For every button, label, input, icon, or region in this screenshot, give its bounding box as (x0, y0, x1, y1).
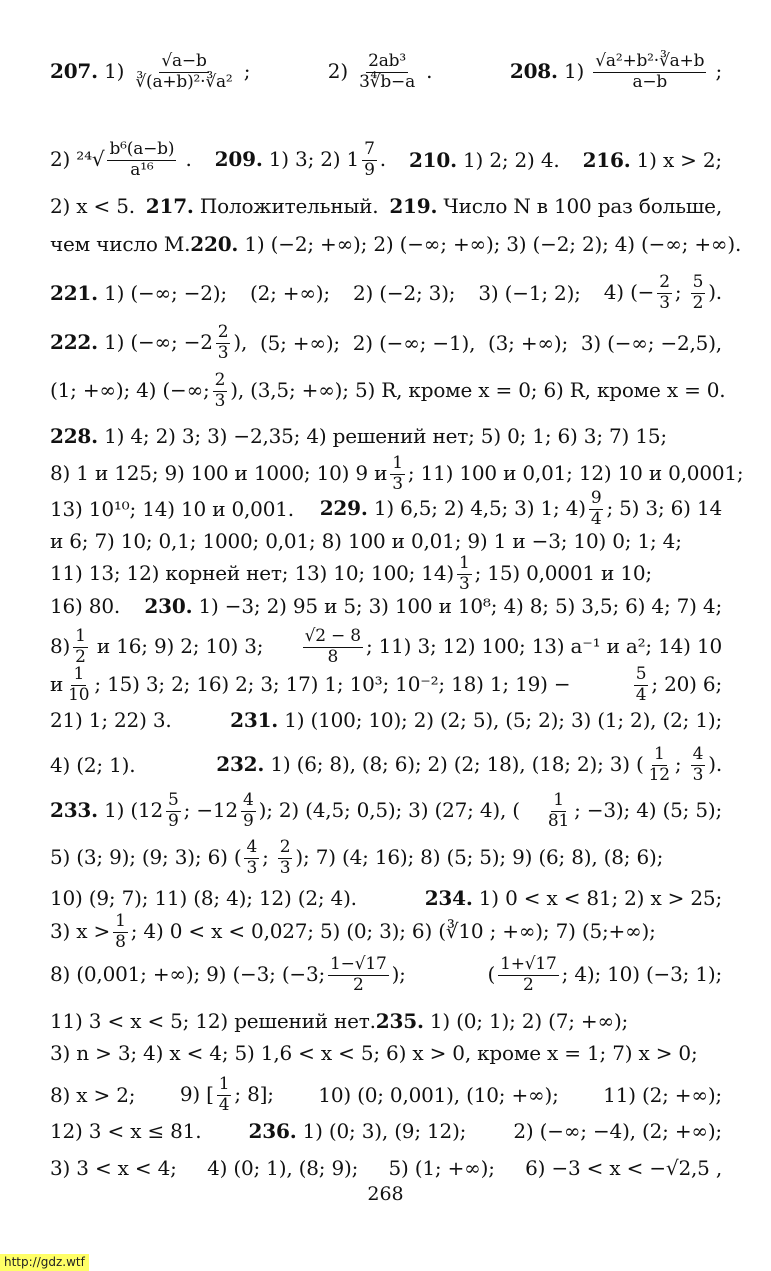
answer-segment (543, 789, 722, 831)
answer-line (50, 188, 722, 224)
fraction-numerator: 7 (364, 138, 375, 159)
fraction-numerator: 1 (458, 552, 470, 573)
answer-segment (487, 953, 722, 995)
answer-text: ; 15) 3; 2; 16) 2; 3; 17) 1; 10³; 10⁻²; 18) 1; 19) − (94, 671, 571, 696)
answer-segment (50, 953, 406, 995)
answer-text: ; (709, 58, 722, 83)
answer-segment (146, 194, 379, 218)
fraction-denominator: 4 (218, 1094, 230, 1115)
answer-text: (5; +∞); (259, 331, 340, 355)
answer-text: 8) 1 и 125; 9) 100 и 1000; 10) 9 и (50, 460, 388, 485)
answer-segment (353, 281, 455, 305)
fraction (241, 789, 256, 831)
answer-text: 16) 80. (50, 594, 121, 618)
answer-segment (50, 194, 135, 218)
answer-text: . (420, 58, 433, 83)
answer-text: (1; +∞); 4) (−∞; (50, 377, 210, 402)
fraction-denominator: 3 (214, 390, 226, 411)
answer-text: и 16; 9) 2; 10) 3; (90, 633, 264, 658)
problem-number: 220. (190, 232, 239, 256)
fraction-denominator: a¹⁶ (130, 159, 154, 180)
fraction-numerator: 1 (73, 663, 85, 684)
problem-number: 228. (50, 424, 98, 448)
fraction (357, 50, 417, 92)
answer-segment (50, 910, 656, 952)
answer-text: ; 20) 6; (651, 671, 722, 696)
fraction-denominator: 4 (590, 508, 602, 529)
answer-text: 1) 3; 2) 1 (268, 146, 360, 171)
answer-text: ; −12 (183, 797, 238, 822)
answer-segment (525, 1156, 722, 1180)
fraction-denominator: a−b (632, 71, 668, 92)
answer-text: и 6; 7) 10; 0,1; 1000; 0,01; 8) 100 и 0,01; 9) 1 и −3; 10) 0; 1; 4; (50, 529, 682, 553)
answer-line (50, 743, 722, 785)
answer-text: ; (674, 751, 688, 776)
answer-segment (50, 281, 227, 305)
fraction-denominator: 9 (364, 159, 375, 180)
answer-segment (260, 331, 340, 355)
answer-text: . (179, 146, 192, 171)
answer-text: ); (391, 961, 406, 986)
answer-segment (179, 1073, 274, 1115)
answer-text: 2) x < 5. (50, 194, 135, 218)
answer-segment (376, 1009, 628, 1033)
answer-segment (488, 331, 568, 355)
answer-text: 10) (0; 0,001), (10; +∞); (318, 1083, 559, 1107)
fraction-numerator: 5 (635, 663, 647, 684)
answer-line (50, 625, 722, 667)
fraction-denominator: 3 (659, 292, 670, 313)
fraction-denominator: 12 (648, 764, 670, 785)
answer-segment (50, 836, 664, 878)
answer-segment (50, 321, 248, 363)
problem-number: 235. (375, 1009, 424, 1033)
answer-text: 2) (−∞; −1), (352, 331, 476, 355)
fraction-denominator: 2 (523, 974, 534, 995)
answer-line (50, 1113, 722, 1149)
answer-segment (389, 194, 722, 218)
answer-segment (50, 232, 190, 256)
answer-text: 3) 3 < x < 4; (50, 1156, 177, 1180)
problem-number: 210. (408, 148, 457, 172)
answer-line (50, 836, 722, 878)
answer-line (50, 321, 722, 363)
answer-segment (50, 594, 120, 618)
answer-text: 2) (−2; 3); (353, 281, 456, 305)
fraction-numerator: 2 (217, 321, 229, 342)
fraction (216, 321, 231, 363)
fraction-denominator: 2 (692, 292, 704, 313)
fraction-numerator: 1 (553, 789, 564, 810)
answer-text: ; 8]; (234, 1081, 274, 1106)
answer-segment (509, 50, 722, 92)
fraction-numerator: 2ab³ (368, 50, 406, 71)
fraction-numerator: 1 (75, 625, 86, 646)
answer-segment (50, 789, 520, 831)
answer-segment (50, 708, 172, 732)
fraction (390, 452, 405, 494)
answer-line (50, 702, 722, 738)
fraction (328, 953, 389, 995)
answer-text: (3; +∞); (488, 331, 569, 355)
fraction-denominator: 3 (279, 857, 291, 878)
answer-text: 1) (0; 3), (9; 12); (302, 1119, 467, 1143)
fraction-denominator: 10 (68, 684, 90, 705)
answer-line (50, 588, 722, 624)
answer-text: 1) (−∞; −2 (104, 329, 213, 354)
fraction-denominator: 2 (353, 974, 364, 995)
answer-text: ). (708, 279, 722, 304)
answer-segment (50, 369, 726, 411)
answer-segment (190, 232, 741, 256)
fraction (166, 789, 181, 831)
fraction-numerator: √2 − 8 (304, 625, 361, 646)
fraction (647, 743, 672, 785)
answer-text: 1) (12 (104, 797, 164, 822)
fraction (362, 138, 377, 180)
problem-number: 233. (50, 797, 98, 822)
answer-line (50, 953, 722, 995)
fraction-denominator: 9 (242, 810, 254, 831)
answer-line (50, 138, 722, 180)
fraction-denominator: 3 (217, 342, 229, 363)
answer-text: 11) 3 < x < 5; 12) решений нет. (50, 1009, 376, 1033)
problem-number: 232. (216, 751, 265, 776)
answer-segment (50, 1009, 376, 1033)
answer-text: ; 15) 0,0001 и 10; (474, 560, 652, 585)
answer-text: 5) (1; +∞); (388, 1156, 495, 1180)
answer-segment (50, 424, 667, 448)
answer-segment (353, 331, 475, 355)
fraction-numerator: 5 (692, 271, 704, 292)
answer-text: и (50, 671, 64, 696)
answer-text: чем число M. (50, 232, 191, 256)
answer-segment (50, 663, 571, 705)
answer-segment (50, 625, 264, 667)
fraction (303, 625, 363, 667)
fraction (133, 50, 234, 92)
answer-line (50, 1003, 722, 1039)
watermark-link[interactable]: http://gdz.wtf (0, 1254, 89, 1271)
fraction-denominator: ∛(a+b)²·∛a² (135, 71, 233, 92)
answer-line (50, 271, 722, 313)
answer-text: 1) (100; 10); 2) (2; 5), (5; 2); 3) (1; 2), (2; 1); (284, 708, 722, 732)
answer-text: 1) 0 < x < 81; 2) x > 25; (478, 886, 722, 910)
page-number: 268 (367, 1183, 404, 1205)
answer-segment (583, 148, 722, 172)
fraction-denominator: 3∜b−a (359, 71, 416, 92)
answer-segment (513, 1119, 722, 1143)
answer-segment (389, 1156, 495, 1180)
answer-text: 1) 2; 2) 4. (463, 148, 560, 172)
answer-segment (50, 1156, 177, 1180)
answer-segment (300, 625, 722, 667)
fraction-denominator: 2 (75, 646, 86, 667)
answer-line (50, 226, 742, 262)
answer-text: 1) (6; 8), (8; 6); 2) (2; 18), (18; 2); 3) ( (270, 751, 644, 776)
answer-segment (50, 138, 192, 180)
answer-text: ( (487, 961, 496, 986)
fraction-denominator: 8 (327, 646, 339, 667)
fraction-numerator: 1 (115, 910, 126, 931)
answer-line (50, 523, 722, 559)
answer-text: 11) 13; 12) корней нет; 13) 10; 100; 14) (50, 560, 454, 585)
answer-text: ; 5) 3; 6) 14 (606, 495, 722, 520)
answer-segment (409, 148, 560, 172)
fraction-numerator: 2 (279, 836, 291, 857)
answer-text: ; −3); 4) (5; 5); (574, 797, 722, 822)
answer-text: ; (674, 279, 688, 304)
fraction-numerator: 2 (214, 369, 226, 390)
answer-text: 12) 3 < x ≤ 81. (50, 1119, 202, 1143)
problem-number: 222. (50, 329, 98, 354)
problem-number: 208. (509, 58, 558, 83)
answer-text: 1) (−2; +∞); 2) (−∞; +∞); 3) (−2; 2); 4) (−∞; +∞). (244, 232, 742, 256)
answer-line (50, 452, 744, 494)
answer-segment (581, 331, 722, 355)
answer-segment (50, 886, 357, 910)
fraction-numerator: 1 (218, 1073, 230, 1094)
answer-segment (230, 708, 722, 732)
answer-text: 6) −3 < x < −√2,5 , (525, 1156, 722, 1180)
fraction-denominator: 81 (547, 810, 570, 831)
fraction (278, 836, 293, 878)
answer-segment (50, 452, 744, 494)
answer-line (50, 50, 722, 92)
answer-text: 8) x > 2; (50, 1083, 136, 1107)
fraction-denominator: 3 (692, 764, 704, 785)
problem-number: 234. (424, 886, 473, 910)
answer-line (50, 663, 722, 705)
problem-number: 221. (50, 281, 98, 305)
fraction-denominator: 3 (458, 573, 470, 594)
answer-segment (249, 1119, 467, 1143)
answer-line (50, 487, 722, 529)
answer-text: 1) (0; 1); 2) (7; +∞); (429, 1009, 629, 1033)
answer-text: 4) (2; 1). (50, 753, 136, 777)
answer-line (50, 1035, 722, 1071)
problem-number: 230. (144, 594, 193, 618)
fraction-denominator: 8 (115, 931, 126, 952)
answer-text: 1) 6,5; 2) 4,5; 3) 1; 4) (373, 495, 586, 520)
fraction (244, 836, 259, 878)
answer-segment (631, 663, 722, 705)
fraction-numerator: 1+√17 (500, 953, 557, 974)
fraction (113, 910, 128, 952)
answer-text: ). (708, 751, 722, 776)
answer-text: 3) (−1; 2); (478, 281, 581, 305)
fraction (691, 743, 706, 785)
answer-text: 8) (50, 633, 71, 658)
answer-text: Положительный. (199, 194, 379, 218)
answer-text: (2; +∞); (249, 281, 330, 305)
answer-text: ); 2) (4,5; 0,5); 3) (27; 4), ( (258, 797, 520, 822)
answer-text: Число N в 100 раз больше, (443, 194, 722, 218)
answer-text: ), (3,5; +∞); 5) R, кроме x = 0; 6) R, кроме x = 0. (230, 377, 726, 402)
answer-text: 11) (2; +∞); (603, 1083, 722, 1107)
problem-number: 209. (214, 146, 263, 171)
answer-text: 1) (104, 58, 131, 83)
answer-text: 4) (− (603, 279, 655, 304)
answer-line (50, 552, 722, 594)
answer-segment (50, 753, 135, 777)
answer-text: 5) (3; 9); (9; 3); 6) ( (50, 844, 242, 869)
fraction-numerator: 1 (392, 452, 403, 473)
answer-line (50, 880, 722, 916)
answer-text: ; 11) 3; 12) 100; 13) a⁻¹ и a²; 14) 10 (365, 633, 722, 658)
fraction (66, 663, 91, 705)
answer-segment (50, 497, 294, 521)
answer-text: 1) x > 2; (636, 148, 722, 172)
fraction (217, 1073, 232, 1115)
fraction-denominator: 4 (635, 684, 647, 705)
answer-text: 21) 1; 22) 3. (50, 708, 172, 732)
answer-segment (214, 138, 386, 180)
answer-line (50, 789, 722, 831)
fraction (634, 663, 649, 705)
answer-text: 2) ²⁴√ (50, 146, 105, 171)
answer-segment (603, 1083, 722, 1107)
answer-text: ); 7) (4; 16); 8) (5; 5); 9) (6; 8), (8; 6); (295, 844, 664, 869)
answer-text: 8) (0,001; +∞); 9) (−3; (−3; (50, 961, 326, 986)
answer-segment (478, 281, 580, 305)
answer-text: 13) 10¹⁰; 14) 10 и 0,001. (50, 497, 294, 521)
answer-segment (50, 529, 682, 553)
answer-segment (50, 1083, 135, 1107)
answer-segment (425, 886, 722, 910)
fraction-numerator: 4 (246, 836, 258, 857)
answer-text: 1) 4; 2) 3; 3) −2,35; 4) решений нет; 5) 0; 1; 6) 3; 7) 15; (104, 424, 667, 448)
fraction-numerator: b⁶(a−b) (109, 138, 175, 159)
fraction (213, 369, 228, 411)
fraction-numerator: √a²+b²·∛a+b (595, 50, 705, 71)
fraction-numerator: 2 (659, 271, 670, 292)
answer-text: ; (237, 58, 251, 83)
answer-segment (50, 1041, 698, 1065)
answer-text: 1) −3; 2) 95 и 5; 3) 100 и 10⁸; 4) 8; 5) 3,5; 6) 4; 7) 4; (198, 594, 722, 618)
fraction-numerator: 1−√17 (330, 953, 387, 974)
problem-number: 216. (582, 148, 631, 172)
fraction (546, 789, 571, 831)
answer-text: . (379, 146, 386, 171)
fraction (73, 625, 88, 667)
fraction (657, 271, 672, 313)
problem-number: 219. (389, 194, 438, 218)
fraction (593, 50, 706, 92)
answer-segment (250, 281, 330, 305)
answer-text: 10) (9; 7); 11) (8; 4); 12) (2; 4). (50, 886, 357, 910)
answer-segment (318, 1083, 558, 1107)
answer-text: ; 4); 10) (−3; 1); (561, 961, 722, 986)
fraction-denominator: 3 (246, 857, 258, 878)
answer-segment (603, 271, 722, 313)
answer-segment (144, 594, 722, 618)
answer-line (50, 369, 726, 411)
answer-text: 3) n > 3; 4) x < 4; 5) 1,6 < x < 5; 6) x > 0, кроме x = 1; 7) x > 0; (50, 1041, 698, 1065)
answer-line (50, 1150, 722, 1186)
answer-segment (50, 1119, 201, 1143)
answer-text: 2) (−∞; −4), (2; +∞); (513, 1119, 722, 1143)
answer-segment (50, 50, 251, 92)
problem-number: 231. (230, 708, 279, 732)
fraction (107, 138, 176, 180)
problem-number: 229. (319, 495, 368, 520)
problem-number: 217. (145, 194, 194, 218)
fraction-numerator: 4 (242, 789, 254, 810)
fraction (498, 953, 559, 995)
answer-segment (207, 1156, 358, 1180)
answer-text: 4) (0; 1), (8; 9); (207, 1156, 359, 1180)
fraction-numerator: 1 (653, 743, 665, 764)
answer-text: ; 4) 0 < x < 0,027; 5) (0; 3); 6) (∛10 ; +∞); 7) (5;+∞); (130, 918, 656, 943)
answer-line (50, 910, 722, 952)
answer-segment (216, 743, 722, 785)
fraction-numerator: 9 (590, 487, 602, 508)
problem-number: 207. (50, 58, 98, 83)
fraction-denominator: 3 (392, 473, 403, 494)
problem-number: 236. (248, 1119, 297, 1143)
answer-text: 1) (563, 58, 591, 83)
answer-segment (327, 50, 433, 92)
fraction-denominator: 9 (168, 810, 179, 831)
fraction-numerator: 5 (168, 789, 179, 810)
answer-text: 2) (327, 58, 355, 83)
answer-text: 3) (−∞; −2,5), (580, 331, 722, 355)
answer-text: ), (233, 329, 248, 354)
answer-text: 9) [ (179, 1081, 214, 1106)
fraction-numerator: 4 (692, 743, 704, 764)
answer-text: 3) x > (50, 918, 111, 943)
fraction (691, 271, 706, 313)
answer-text: ; (262, 844, 275, 869)
answer-line (50, 418, 722, 454)
answer-text: ; 11) 100 и 0,01; 12) 10 и 0,0001; (407, 460, 744, 485)
answer-text: 1) (−∞; −2); (104, 281, 227, 305)
answer-line (50, 1073, 722, 1115)
fraction-numerator: √a−b (161, 50, 207, 71)
